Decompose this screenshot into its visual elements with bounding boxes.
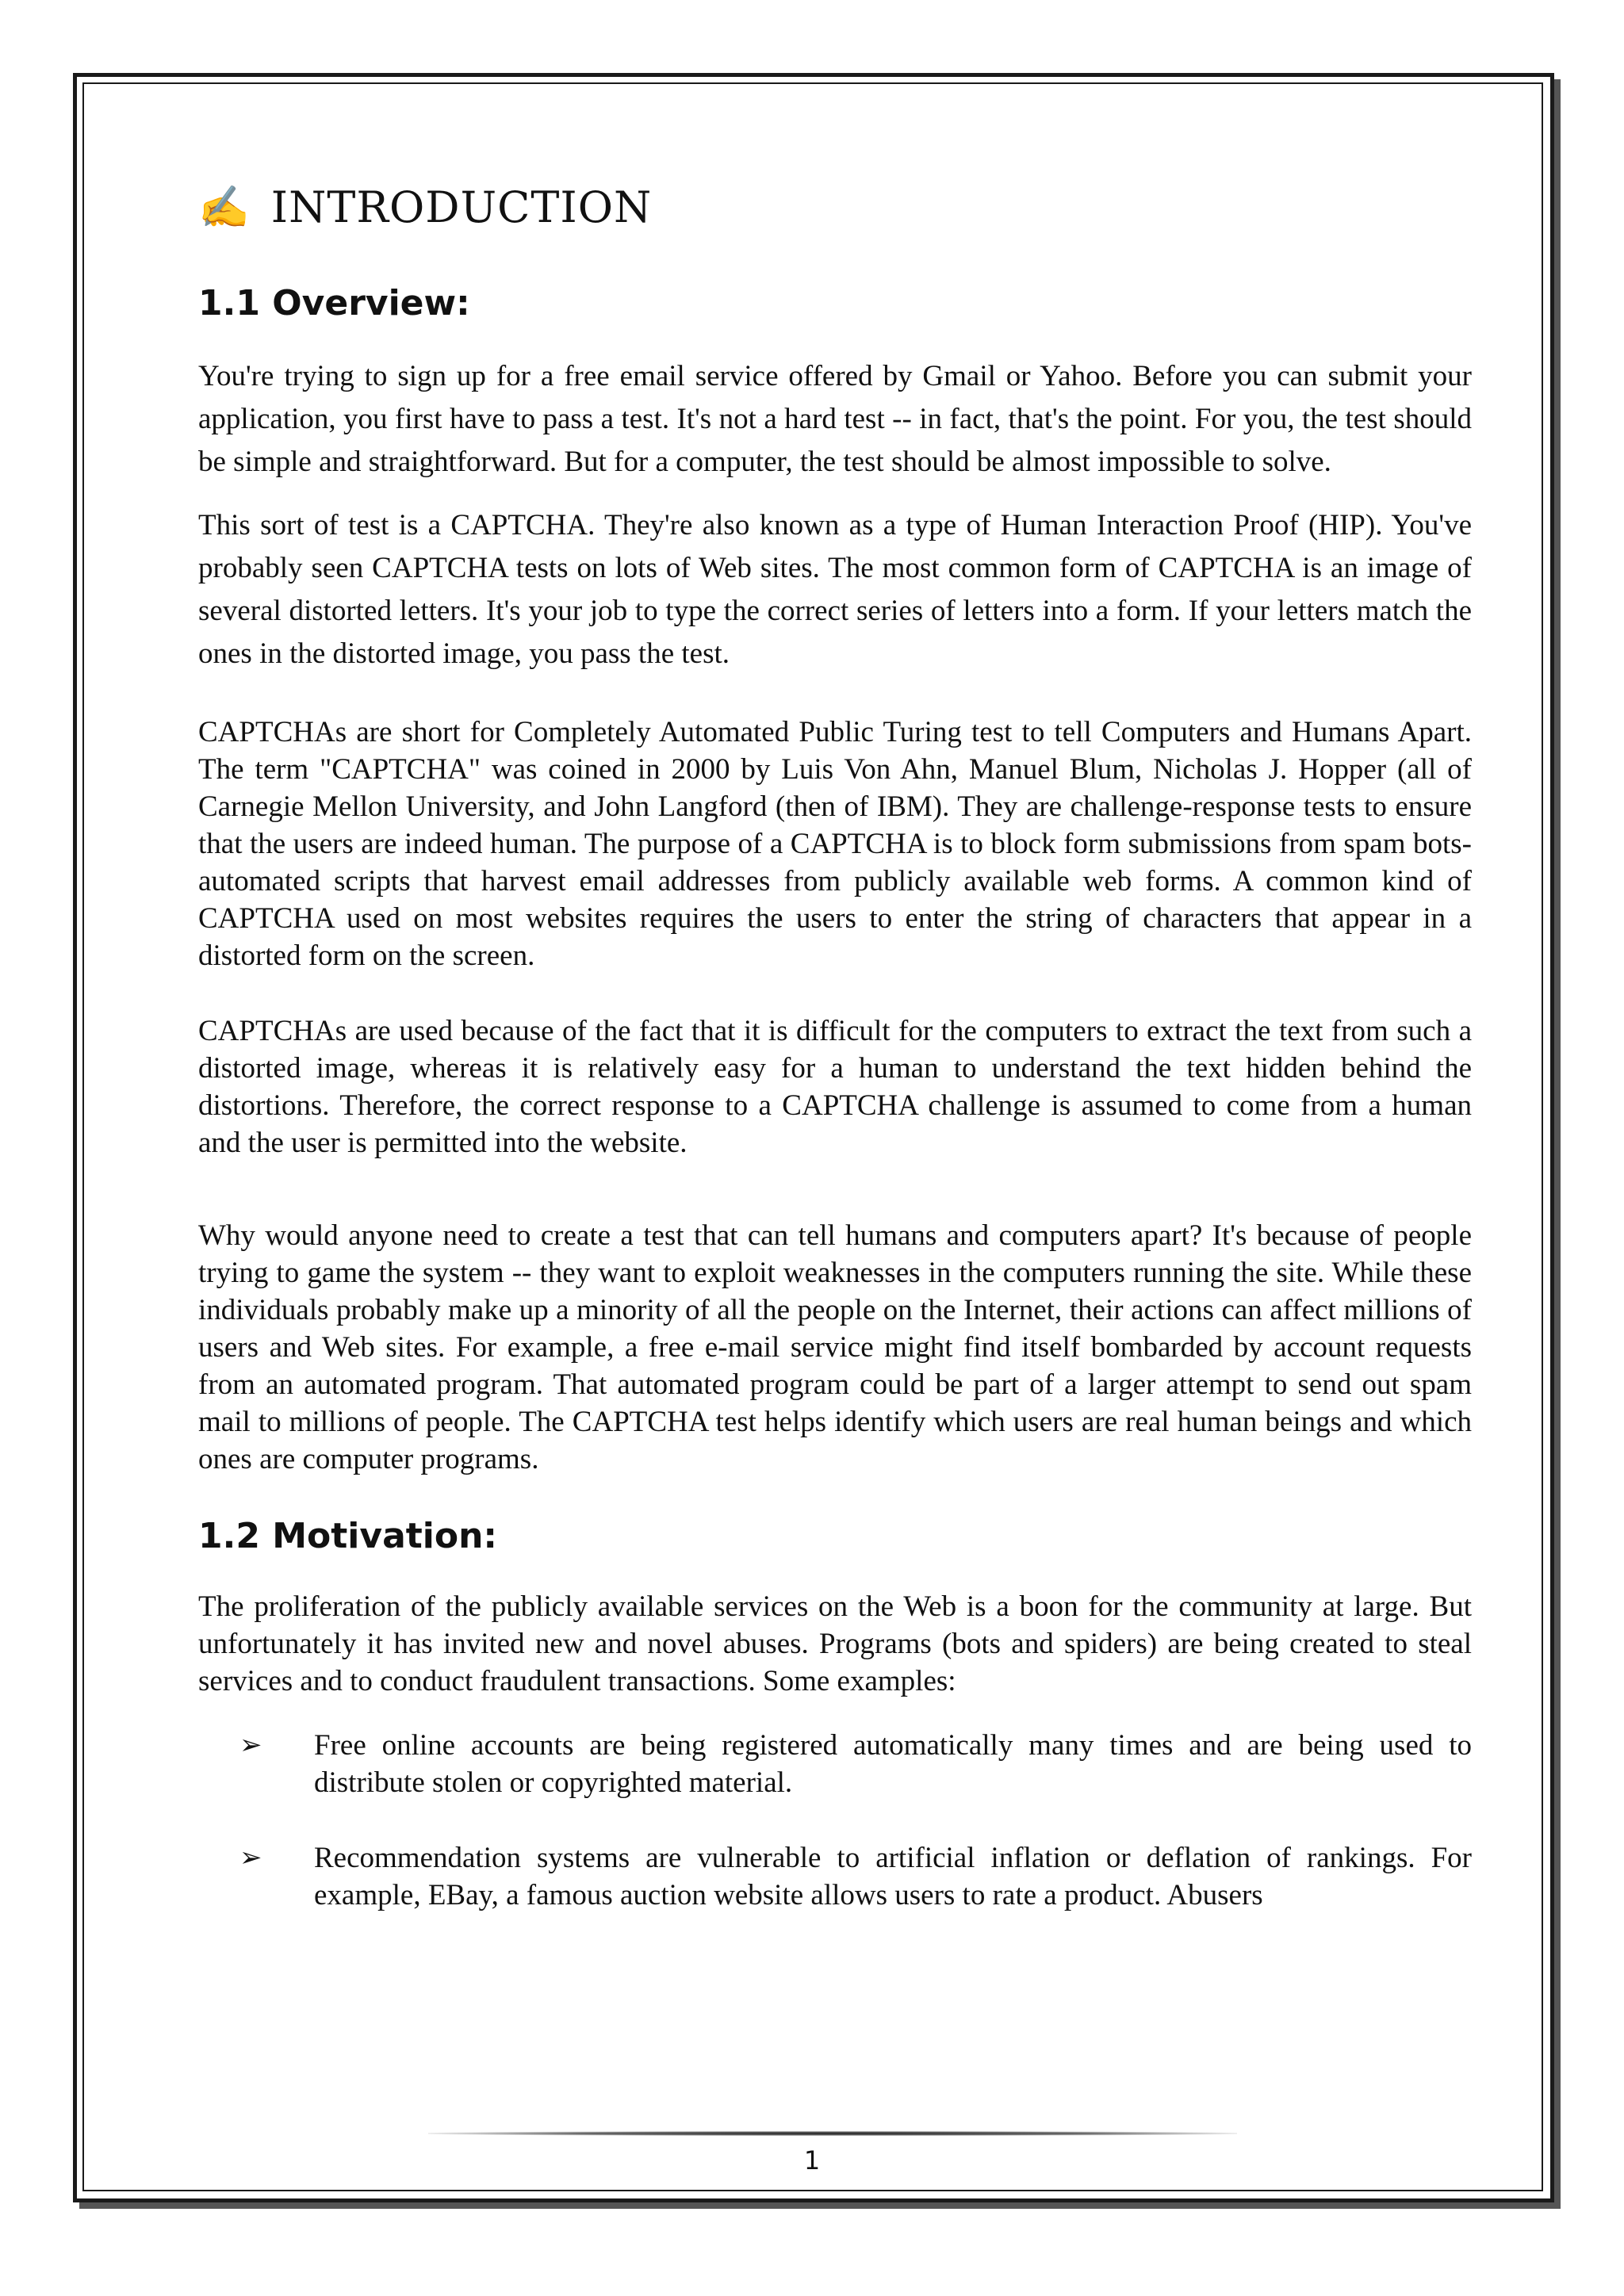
overview-paragraph-1: You're trying to sign up for a free email service offered by Gmail or Yahoo. Before you can submit your application, you first have to pass a test. It's not a hard test -- in fact, that's the point. For you, the test should be simple and straightforward. But for a computer, the test should be almost impossible to solve. — [198, 360, 1472, 478]
footer-rule — [428, 2131, 1237, 2136]
chapter-title: INTRODUCTION — [270, 182, 653, 232]
section-title-motivation: 1.2 Motivation: — [198, 1516, 498, 1556]
section-title-overview: 1.1 Overview: — [198, 283, 470, 323]
arrow-icon: ➢ — [239, 1729, 262, 1761]
overview-paragraph-3: CAPTCHAs are short for Completely Automated Public Turing test to tell Computers and Humans Apart. The term "CAPTCHA" was coined in 2000 by Luis Von Ahn, Manuel Blum, Nicholas J. Hopper (all of Carnegie Mellon University, and John Langford (then of IBM). They are challenge-response tests to ensure that the users are indeed human. The purpose of a CAPTCHA is to block form submissions from spam bots- automated scripts that harvest email addresses from publicly available web forms. A common kind of CAPTCHA used on most websites requires the users to enter the string of characters that appear in a distorted form on the screen. — [198, 716, 1472, 972]
motivation-intro: The proliferation of the publicly available services on the Web is a boon for the community at large. But unfortunately it has invited new and novel abuses. Programs (bots and spiders) are being created to steal services and to conduct fraudulent transactions. Some examples: — [198, 1590, 1472, 1697]
bullet-text: Recommendation systems are vulnerable to artificial inflation or deflation of rankings. For example, EBay, a famous auction website allows users to rate a product. Abusers — [314, 1842, 1472, 1911]
overview-paragraph-2: This sort of test is a CAPTCHA. They're also known as a type of Human Interaction Proof (HIP). You've probably seen CAPTCHA tests on lots of Web sites. The most common form of CAPTCHA is an image of several distorted letters. It's your job to type the correct series of letters into a form. If your letters match the ones in the distorted image, you pass the test. — [198, 509, 1472, 670]
pen-icon: ✍ — [198, 183, 251, 232]
list-item — [198, 1839, 1472, 1914]
motivation-bullet-list — [198, 1727, 1472, 1914]
overview-paragraph-5: Why would anyone need to create a test that can tell humans and computers apart? It's because of people trying to game the system -- they want to exploit weaknesses in the computers running the site. While these individuals probably make up a minority of all the people on the Internet, their actions can affect millions of users and Web sites. For example, a free e-mail service might find itself bombarded by account requests from an automated program. That automated program could be part of a larger attempt to send out spam mail to millions of people. The CAPTCHA test helps identify which users are real human beings and which ones are computer programs. — [198, 1219, 1472, 1475]
chapter-heading — [198, 182, 1472, 232]
overview-paragraph-4: CAPTCHAs are used because of the fact that it is difficult for the computers to extract the text from such a distorted image, whereas it is relatively easy for a human to understand the text hidden behind the distortions. Therefore, the correct response to a CAPTCHA challenge is assumed to come from a human and the user is permitted into the website. — [198, 1015, 1472, 1159]
page-content — [198, 182, 1472, 1952]
arrow-icon: ➢ — [239, 1842, 262, 1873]
page-number: 1 — [803, 2145, 821, 2175]
bullet-text: Free online accounts are being registered automatically many times and are being used to distribute stolen or copyrighted material. — [314, 1729, 1472, 1799]
list-item — [198, 1727, 1472, 1801]
